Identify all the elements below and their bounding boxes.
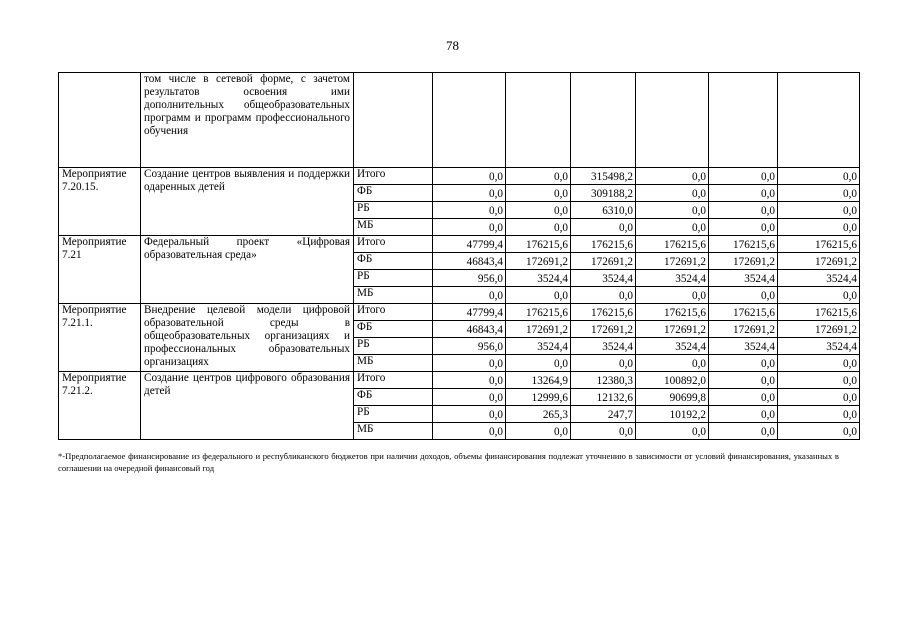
amount-cell: 12380,3: [571, 372, 636, 389]
amount-cell: 956,0: [433, 270, 506, 287]
amount-cell: 13264,9: [506, 372, 571, 389]
amount-cell: 176215,6: [778, 304, 860, 321]
amount-cell: 3524,4: [778, 338, 860, 355]
amount-cell: 172691,2: [636, 321, 709, 338]
amount-cell: 0,0: [709, 202, 778, 219]
empty-cell: [778, 73, 860, 168]
amount-cell: 0,0: [433, 287, 506, 304]
amount-cell: 315498,2: [571, 168, 636, 185]
empty-cell: [433, 73, 506, 168]
amount-cell: 172691,2: [778, 321, 860, 338]
empty-cell: [354, 73, 433, 168]
amount-cell: 0,0: [433, 168, 506, 185]
amount-cell: 0,0: [636, 168, 709, 185]
amount-cell: 176215,6: [636, 236, 709, 253]
table-body: [59, 73, 860, 440]
amount-cell: 0,0: [778, 406, 860, 423]
footnote: *-Предполагаемое финансирование из федерального и республиканского бюджетов при наличии доходов, объемы финансирования подлежат уточнению в зависимости от условий финансирования, указанных в соглашении на очередной финансовый год: [58, 451, 839, 473]
activity-description-cell: том числе в сетевой форме, с зачетом результатов освоения ими дополнительных общеобразовательных программ и программ профессионального обучения: [141, 73, 354, 168]
amount-cell: 3524,4: [571, 338, 636, 355]
empty-cell: [709, 73, 778, 168]
amount-cell: 0,0: [778, 423, 860, 440]
amount-cell: 309188,2: [571, 185, 636, 202]
amount-cell: 172691,2: [636, 253, 709, 270]
amount-cell: 3524,4: [709, 270, 778, 287]
amount-cell: 0,0: [506, 287, 571, 304]
amount-cell: 100892,0: [636, 372, 709, 389]
amount-cell: 0,0: [778, 185, 860, 202]
amount-cell: 0,0: [433, 355, 506, 372]
funding-source-cell: ФБ: [354, 321, 433, 338]
funding-source-cell: Итого: [354, 236, 433, 253]
financing-table: [58, 72, 860, 440]
funding-source-cell: Итого: [354, 372, 433, 389]
amount-cell: 90699,8: [636, 389, 709, 406]
amount-cell: 172691,2: [571, 253, 636, 270]
amount-cell: 0,0: [778, 355, 860, 372]
activity-code-cell: Мероприятие 7.20.15.: [59, 168, 141, 236]
amount-cell: 0,0: [571, 355, 636, 372]
amount-cell: 12132,6: [571, 389, 636, 406]
amount-cell: 0,0: [571, 287, 636, 304]
table-row: [59, 372, 860, 389]
amount-cell: 0,0: [709, 389, 778, 406]
amount-cell: 0,0: [433, 423, 506, 440]
amount-cell: 3524,4: [636, 270, 709, 287]
amount-cell: 6310,0: [571, 202, 636, 219]
amount-cell: 172691,2: [778, 253, 860, 270]
amount-cell: 172691,2: [709, 253, 778, 270]
amount-cell: 176215,6: [709, 304, 778, 321]
amount-cell: 176215,6: [709, 236, 778, 253]
activity-description-cell: Федеральный проект «Цифровая образовательная среда»: [141, 236, 354, 304]
activity-code-cell: Мероприятие 7.21: [59, 236, 141, 304]
amount-cell: 0,0: [778, 389, 860, 406]
amount-cell: 0,0: [778, 287, 860, 304]
amount-cell: 0,0: [506, 423, 571, 440]
page-number: 78: [446, 38, 459, 53]
amount-cell: 0,0: [506, 202, 571, 219]
amount-cell: 0,0: [571, 423, 636, 440]
amount-cell: 0,0: [709, 406, 778, 423]
funding-source-cell: Итого: [354, 304, 433, 321]
amount-cell: 176215,6: [636, 304, 709, 321]
table-row: [59, 73, 860, 168]
amount-cell: 0,0: [636, 202, 709, 219]
amount-cell: 172691,2: [571, 321, 636, 338]
amount-cell: 176215,6: [778, 236, 860, 253]
empty-cell: [506, 73, 571, 168]
amount-cell: 3524,4: [709, 338, 778, 355]
amount-cell: 0,0: [778, 202, 860, 219]
activity-code-cell: Мероприятие 7.21.2.: [59, 372, 141, 440]
amount-cell: 0,0: [709, 355, 778, 372]
amount-cell: 0,0: [636, 355, 709, 372]
amount-cell: 176215,6: [506, 304, 571, 321]
amount-cell: 0,0: [778, 168, 860, 185]
amount-cell: 0,0: [709, 219, 778, 236]
amount-cell: 0,0: [433, 185, 506, 202]
amount-cell: 46843,4: [433, 253, 506, 270]
funding-source-cell: МБ: [354, 287, 433, 304]
amount-cell: 3524,4: [636, 338, 709, 355]
funding-source-cell: Итого: [354, 168, 433, 185]
funding-source-cell: РБ: [354, 406, 433, 423]
funding-source-cell: МБ: [354, 423, 433, 440]
amount-cell: 0,0: [709, 423, 778, 440]
amount-cell: 3524,4: [506, 338, 571, 355]
amount-cell: 0,0: [506, 168, 571, 185]
amount-cell: 3524,4: [506, 270, 571, 287]
amount-cell: 0,0: [506, 185, 571, 202]
activity-description-cell: Создание центров цифрового образования детей: [141, 372, 354, 440]
table-row: [59, 304, 860, 321]
amount-cell: 0,0: [433, 389, 506, 406]
amount-cell: 3524,4: [778, 270, 860, 287]
amount-cell: 47799,4: [433, 236, 506, 253]
amount-cell: 0,0: [636, 423, 709, 440]
amount-cell: 3524,4: [571, 270, 636, 287]
amount-cell: 172691,2: [709, 321, 778, 338]
amount-cell: 0,0: [433, 372, 506, 389]
funding-source-cell: РБ: [354, 338, 433, 355]
amount-cell: 956,0: [433, 338, 506, 355]
empty-cell: [571, 73, 636, 168]
amount-cell: 176215,6: [571, 236, 636, 253]
amount-cell: 176215,6: [506, 236, 571, 253]
amount-cell: 0,0: [709, 372, 778, 389]
amount-cell: 0,0: [636, 185, 709, 202]
amount-cell: 0,0: [433, 202, 506, 219]
funding-source-cell: ФБ: [354, 389, 433, 406]
amount-cell: 12999,6: [506, 389, 571, 406]
amount-cell: 0,0: [636, 287, 709, 304]
amount-cell: 0,0: [709, 168, 778, 185]
funding-source-cell: МБ: [354, 219, 433, 236]
amount-cell: 0,0: [506, 219, 571, 236]
funding-source-cell: РБ: [354, 202, 433, 219]
amount-cell: 47799,4: [433, 304, 506, 321]
activity-description-cell: Внедрение целевой модели цифровой образовательной среды в общеобразовательных организациях и профессиональных образовательных организациях: [141, 304, 354, 372]
table-row: [59, 168, 860, 185]
amount-cell: 172691,2: [506, 253, 571, 270]
funding-source-cell: РБ: [354, 270, 433, 287]
amount-cell: 0,0: [433, 219, 506, 236]
amount-cell: 0,0: [709, 287, 778, 304]
funding-source-cell: МБ: [354, 355, 433, 372]
empty-cell: [636, 73, 709, 168]
amount-cell: 176215,6: [571, 304, 636, 321]
table-row: [59, 236, 860, 253]
amount-cell: 247,7: [571, 406, 636, 423]
amount-cell: 0,0: [571, 219, 636, 236]
amount-cell: 0,0: [778, 372, 860, 389]
amount-cell: 0,0: [433, 406, 506, 423]
amount-cell: 265,3: [506, 406, 571, 423]
activity-code-cell: [59, 73, 141, 168]
activity-description-cell: Создание центров выявления и поддержки одаренных детей: [141, 168, 354, 236]
amount-cell: 10192,2: [636, 406, 709, 423]
amount-cell: 0,0: [709, 185, 778, 202]
activity-code-cell: Мероприятие 7.21.1.: [59, 304, 141, 372]
amount-cell: 172691,2: [506, 321, 571, 338]
amount-cell: 46843,4: [433, 321, 506, 338]
funding-source-cell: ФБ: [354, 253, 433, 270]
amount-cell: 0,0: [778, 219, 860, 236]
amount-cell: 0,0: [636, 219, 709, 236]
funding-source-cell: ФБ: [354, 185, 433, 202]
amount-cell: 0,0: [506, 355, 571, 372]
